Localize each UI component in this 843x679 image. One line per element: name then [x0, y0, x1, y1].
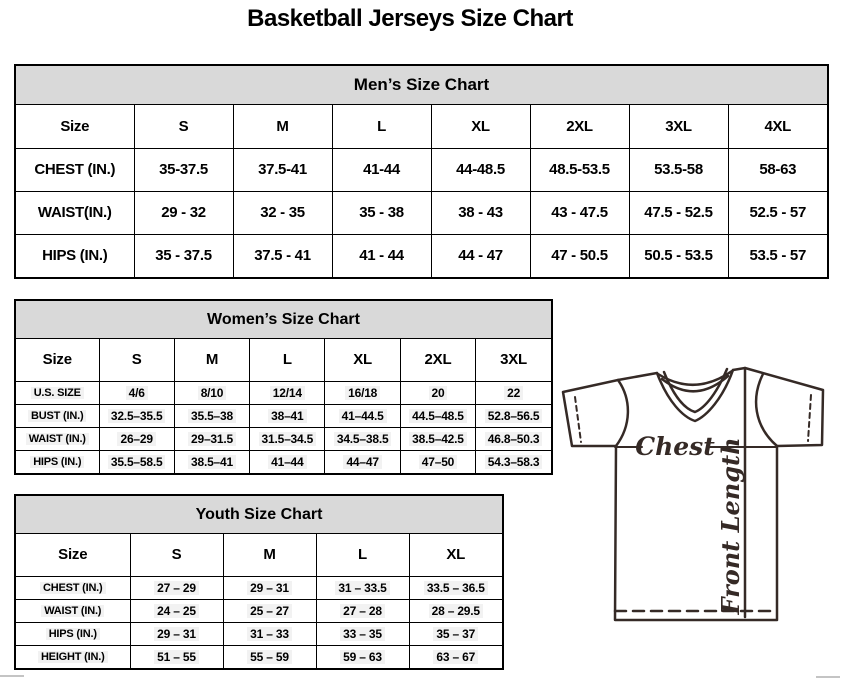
column-header-3xl: 3XL: [476, 339, 551, 381]
table-row-chest: [16, 576, 502, 599]
cell: 37.5 - 41: [233, 234, 332, 277]
cell: 44-48.5: [431, 148, 530, 191]
cell: 59 – 63: [316, 645, 409, 668]
column-header-s: S: [99, 339, 174, 381]
table-row-hips: [16, 234, 827, 277]
row-label: HIPS (IN.): [16, 450, 99, 473]
mens-column-header-row: [16, 105, 827, 148]
page-title: Basketball Jerseys Size Chart: [247, 5, 573, 32]
cell: 38 - 43: [431, 191, 530, 234]
row-label: U.S. SIZE: [16, 381, 99, 404]
cell: 33.5 – 36.5: [409, 576, 502, 599]
cell: 35-37.5: [134, 148, 233, 191]
column-header-3xl: 3XL: [629, 105, 728, 148]
column-header-2xl: 2XL: [400, 339, 475, 381]
cell: 29 - 32: [134, 191, 233, 234]
cell: 16/18: [325, 381, 400, 404]
table-row-bust: [16, 404, 551, 427]
cell: 58-63: [728, 148, 827, 191]
cell: 35.5–38: [174, 404, 249, 427]
column-header-m: M: [174, 339, 249, 381]
cell: 22: [476, 381, 551, 404]
chest-label: Chest: [635, 432, 715, 461]
youth-chart-header-band: [16, 496, 502, 534]
cell: 35 - 37.5: [134, 234, 233, 277]
cell: 54.3–58.3: [476, 450, 551, 473]
youth-chart-title: Youth Size Chart: [195, 505, 323, 523]
table-row-us-size: [16, 381, 551, 404]
column-header-4xl: 4XL: [728, 105, 827, 148]
cell: 25 – 27: [223, 599, 316, 622]
jersey-measurement-diagram: [558, 356, 830, 628]
mens-chart-header-band: [16, 66, 827, 105]
womens-chart-header-band: [16, 301, 551, 339]
cell: 41–44.5: [325, 404, 400, 427]
cell: 52.8–56.5: [476, 404, 551, 427]
cell: 47 - 50.5: [530, 234, 629, 277]
scrollbar-fragment-left: [0, 675, 24, 677]
cell: 41 - 44: [332, 234, 431, 277]
column-header-s: S: [134, 105, 233, 148]
cell: 48.5-53.5: [530, 148, 629, 191]
cell: 44–47: [325, 450, 400, 473]
table-row-waist: [16, 427, 551, 450]
cell: 41-44: [332, 148, 431, 191]
cell: 28 – 29.5: [409, 599, 502, 622]
cell: 27 – 28: [316, 599, 409, 622]
cell: 35.5–58.5: [99, 450, 174, 473]
cell: 35 – 37: [409, 622, 502, 645]
right-sleeve-seam: [756, 374, 777, 446]
cell: 53.5 - 57: [728, 234, 827, 277]
cell: 38.5–42.5: [400, 427, 475, 450]
cell: 38–41: [250, 404, 325, 427]
cell: 44.5–48.5: [400, 404, 475, 427]
column-header-m: M: [233, 105, 332, 148]
row-label: HIPS (IN.): [16, 234, 134, 277]
cell: 41–44: [250, 450, 325, 473]
table-row-waist: [16, 191, 827, 234]
cell: 37.5-41: [233, 148, 332, 191]
scrollbar-fragment-right: [816, 676, 840, 678]
cell: 38.5–41: [174, 450, 249, 473]
cell: 51 – 55: [130, 645, 223, 668]
cell: 31.5–34.5: [250, 427, 325, 450]
cell: 63 – 67: [409, 645, 502, 668]
youth-size-chart-table: [14, 494, 504, 670]
cell: 34.5–38.5: [325, 427, 400, 450]
cell: 50.5 - 53.5: [629, 234, 728, 277]
cell: 47–50: [400, 450, 475, 473]
cell: 32.5–35.5: [99, 404, 174, 427]
table-row-height: [16, 645, 502, 668]
row-label: WAIST(IN.): [16, 191, 134, 234]
column-header-xl: XL: [431, 105, 530, 148]
cell: 43 - 47.5: [530, 191, 629, 234]
cell: 53.5-58: [629, 148, 728, 191]
table-row-hips: [16, 622, 502, 645]
column-header-m: M: [223, 534, 316, 576]
column-header-size: Size: [16, 339, 99, 381]
row-label: WAIST (IN.): [16, 427, 99, 450]
column-header-size: Size: [16, 105, 134, 148]
left-cuff-dashed-line: [575, 397, 581, 442]
left-sleeve-seam: [616, 380, 628, 446]
column-header-xl: XL: [325, 339, 400, 381]
cell: 31 – 33: [223, 622, 316, 645]
cell: 12/14: [250, 381, 325, 404]
column-header-xl: XL: [409, 534, 502, 576]
row-label: HEIGHT (IN.): [16, 645, 130, 668]
mens-size-chart-table: [14, 64, 829, 279]
right-cuff-dashed-line: [808, 395, 811, 441]
cell: 29 – 31: [223, 576, 316, 599]
column-header-size: Size: [16, 534, 130, 576]
table-row-waist: [16, 599, 502, 622]
front-length-label: Front Length: [716, 437, 745, 615]
column-header-s: S: [130, 534, 223, 576]
jersey-outline: [563, 368, 823, 620]
column-header-l: L: [316, 534, 409, 576]
column-header-l: L: [332, 105, 431, 148]
row-label: CHEST (IN.): [16, 148, 134, 191]
cell: 46.8–50.3: [476, 427, 551, 450]
row-label: BUST (IN.): [16, 404, 99, 427]
row-label: HIPS (IN.): [16, 622, 130, 645]
row-label: CHEST (IN.): [16, 576, 130, 599]
cell: 55 – 59: [223, 645, 316, 668]
cell: 33 – 35: [316, 622, 409, 645]
cell: 4/6: [99, 381, 174, 404]
cell: 20: [400, 381, 475, 404]
cell: 26–29: [99, 427, 174, 450]
table-row-chest: [16, 148, 827, 191]
youth-column-header-row: [16, 534, 502, 576]
cell: 47.5 - 52.5: [629, 191, 728, 234]
cell: 29–31.5: [174, 427, 249, 450]
womens-column-header-row: [16, 339, 551, 381]
column-header-l: L: [250, 339, 325, 381]
cell: 52.5 - 57: [728, 191, 827, 234]
cell: 29 – 31: [130, 622, 223, 645]
column-header-2xl: 2XL: [530, 105, 629, 148]
row-label: WAIST (IN.): [16, 599, 130, 622]
cell: 24 – 25: [130, 599, 223, 622]
table-row-hips: [16, 450, 551, 473]
cell: 35 - 38: [332, 191, 431, 234]
mens-chart-title: Men’s Size Chart: [353, 75, 490, 94]
cell: 8/10: [174, 381, 249, 404]
cell: 27 – 29: [130, 576, 223, 599]
cell: 32 - 35: [233, 191, 332, 234]
cell: 31 – 33.5: [316, 576, 409, 599]
womens-chart-title: Women’s Size Chart: [207, 310, 360, 328]
jersey-diagram-svg: [558, 356, 830, 628]
womens-size-chart-table: [14, 299, 553, 475]
cell: 44 - 47: [431, 234, 530, 277]
